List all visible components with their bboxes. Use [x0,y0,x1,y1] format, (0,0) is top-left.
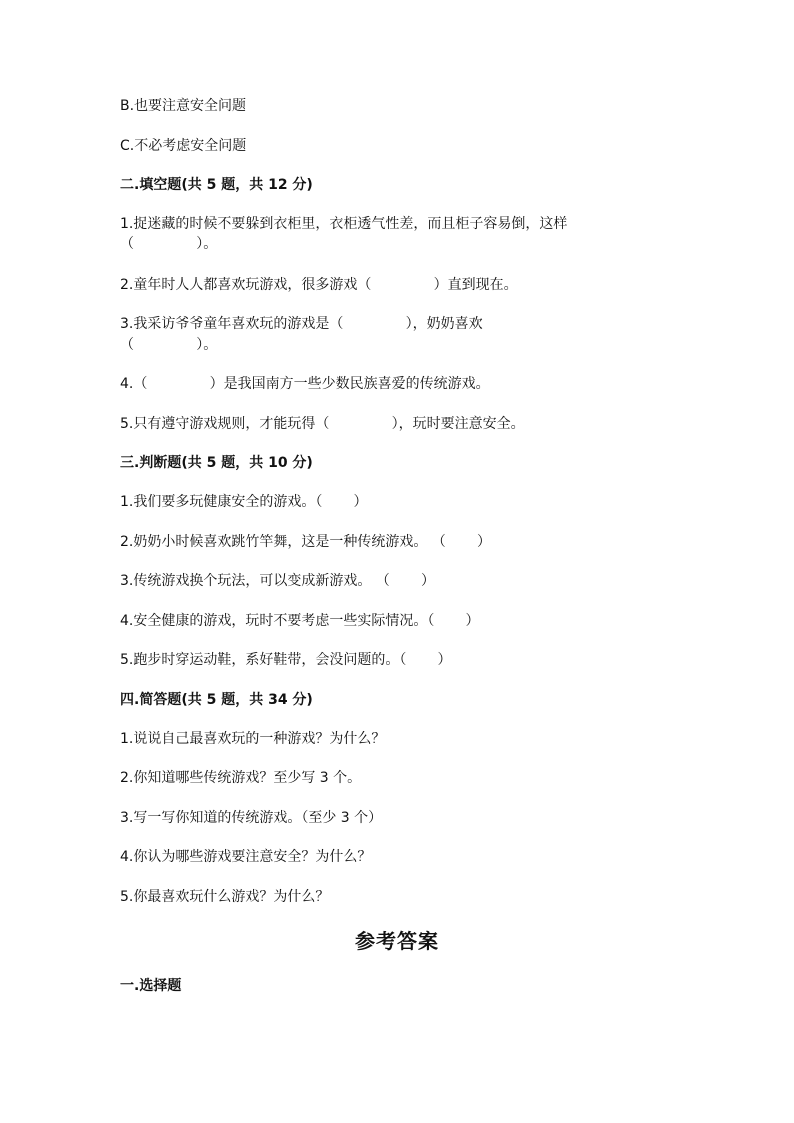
fill-blank-q1-line1: 1.捉迷藏的时候不要躲到衣柜里，衣柜透气性差，而且柜子容易倒，这样 [120,216,568,232]
short-answer-q3: 3.写一写你知道的传统游戏。（至少 3 个） [120,810,383,826]
short-answer-q4: 4.你认为哪些游戏要注意安全？为什么？ [120,849,372,865]
fill-blank-q1-line2: （ ）。 [120,236,218,252]
judge-q4: 4.安全健康的游戏，玩时不要考虑一些实际情况。（ ） [120,613,480,629]
fill-blank-q3-line2: （ ）。 [120,337,218,353]
fill-blank-q2: 2.童年时人人都喜欢玩游戏，很多游戏（ ）直到现在。 [120,277,518,293]
answers-section-heading: 一.选择题 [120,978,182,994]
judge-q1: 1.我们要多玩健康安全的游戏。（ ） [120,494,368,510]
option-b: B.也要注意安全问题 [120,98,247,114]
fill-blank-heading: 二.填空题(共 5 题，共 12 分) [120,177,313,193]
short-answer-q5: 5.你最喜欢玩什么游戏？为什么？ [120,889,330,905]
fill-blank-q5: 5.只有遵守游戏规则，才能玩得（ ），玩时要注意安全。 [120,416,525,432]
judge-q3: 3.传统游戏换个玩法，可以变成新游戏。 （ ） [120,573,435,589]
short-answer-heading: 四.简答题(共 5 题，共 34 分) [120,692,313,708]
short-answer-q2: 2.你知道哪些传统游戏？至少写 3 个。 [120,770,362,786]
fill-blank-q3-line1: 3.我采访爷爷童年喜欢玩的游戏是（ ），奶奶喜欢 [120,316,483,332]
short-answer-q1: 1.说说自己最喜欢玩的一种游戏？为什么？ [120,731,386,747]
option-c: C.不必考虑安全问题 [120,138,247,154]
judge-q5: 5.跑步时穿运动鞋，系好鞋带，会没问题的。（ ） [120,652,452,668]
answers-title: 参考答案 [355,929,439,953]
judge-q2: 2.奶奶小时候喜欢跳竹竿舞，这是一种传统游戏。 （ ） [120,534,491,550]
judge-heading: 三.判断题(共 5 题，共 10 分) [120,455,313,471]
fill-blank-q4: 4.（ ）是我国南方一些少数民族喜爱的传统游戏。 [120,376,490,392]
